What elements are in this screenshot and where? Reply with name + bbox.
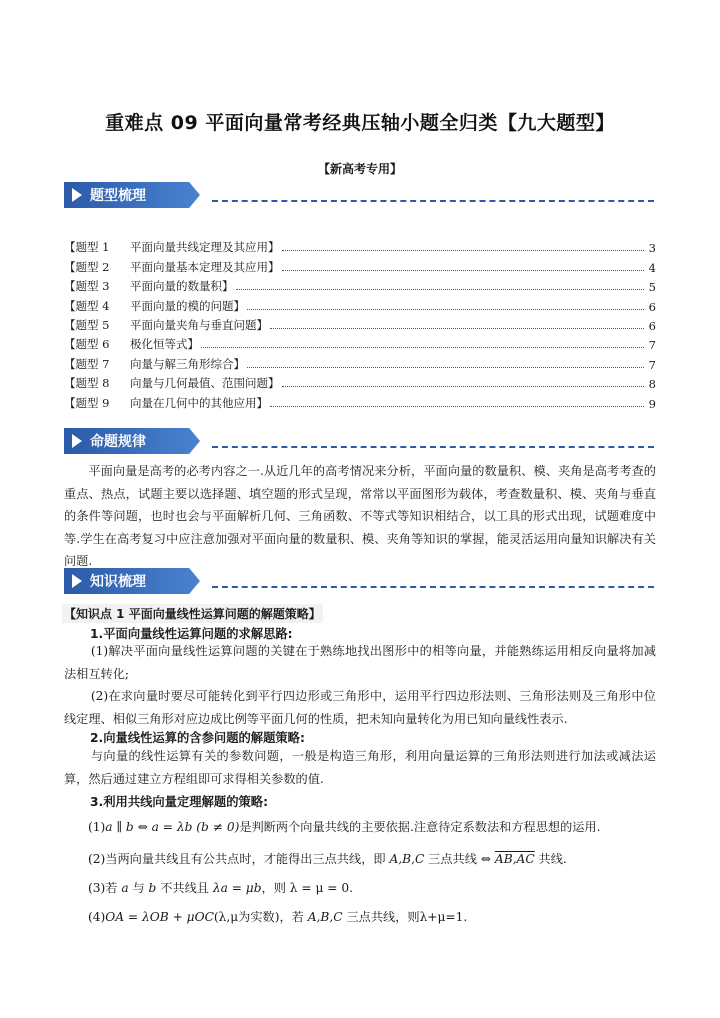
toc-text: 向量在几何中的其他应用】 <box>130 395 268 410</box>
play-arrow-icon <box>72 574 82 588</box>
banner-label: 知识梳理 <box>90 574 146 590</box>
section-banner-toc <box>64 182 654 210</box>
toc-text: 向量与解三角形综合】 <box>130 356 245 371</box>
banner-label: 题型梳理 <box>90 188 146 204</box>
section-banner-knowledge <box>64 568 654 596</box>
formula-text: ，则 λ = μ = 0. <box>261 881 353 895</box>
toc-page: 6 <box>648 318 656 333</box>
banner-dashed-line <box>212 200 654 202</box>
formula-math: λa = μb <box>212 881 262 895</box>
paragraph-1: (1)解决平面向量线性运算问题的关键在于熟练地找出图形中的相等向量，并能熟练运用相反向量将加减法相互转化; <box>64 644 656 681</box>
toc-row[interactable] <box>64 352 656 371</box>
formula-text: (3)若 <box>88 881 122 895</box>
banner-label: 命题规律 <box>90 434 146 450</box>
toc-leader <box>270 406 644 407</box>
formula-text: 不共线且 <box>156 881 213 895</box>
toc-text: 平面向量共线定理及其应用】 <box>130 240 280 255</box>
toc-text: 平面向量夹角与垂直问题】 <box>130 317 268 332</box>
toc-number: 【题型 8 <box>64 376 110 391</box>
formula-text: (λ,μ为实数)，若 <box>213 910 308 924</box>
toc-text: 向量与几何最值、范围问题】 <box>130 376 280 391</box>
knowledge-point-heading: 【知识点 1 平面向量线性运算问题的解题策略】 <box>62 604 323 623</box>
toc-leader <box>236 289 645 290</box>
toc-leader <box>282 270 645 271</box>
toc-leader <box>247 309 644 310</box>
toc-page: 4 <box>648 260 656 275</box>
toc-page: 9 <box>648 396 656 411</box>
formula-math: a <box>121 881 129 895</box>
toc-number: 【题型 1 <box>64 240 110 255</box>
formula-line-3 <box>88 879 353 896</box>
formula-line-1 <box>88 818 601 835</box>
toc-row[interactable] <box>64 236 656 255</box>
formula-text: (2)当两向量共线且有公共点时，才能得出三点共线，即 <box>88 852 390 866</box>
table-of-contents <box>64 236 656 411</box>
toc-row[interactable] <box>64 372 656 391</box>
toc-number: 【题型 9 <box>64 395 110 410</box>
formula-math: a ∥ b ⇔ a = λb (b ≠ 0) <box>105 820 240 834</box>
toc-number: 【题型 5 <box>64 317 110 332</box>
toc-number: 【题型 6 <box>64 337 110 352</box>
toc-text: 平面向量的数量积】 <box>130 279 234 294</box>
toc-number: 【题型 7 <box>64 356 110 371</box>
toc-number: 【题型 3 <box>64 279 110 294</box>
formula-line-2 <box>88 850 567 867</box>
subheading-2: 2.向量线性运算的含参问题的解题策略: <box>90 731 305 745</box>
toc-row[interactable] <box>64 314 656 333</box>
toc-leader <box>201 347 644 348</box>
toc-row[interactable] <box>64 294 656 313</box>
subheading-3: 3.利用共线向量定理解题的策略: <box>90 795 269 809</box>
toc-page: 5 <box>648 280 656 295</box>
toc-text: 极化恒等式】 <box>130 337 199 352</box>
banner-dashed-line <box>212 446 654 448</box>
formula-text: 共线. <box>534 852 567 866</box>
formula-line-4 <box>88 908 467 925</box>
section-banner-law <box>64 428 654 456</box>
toc-row[interactable] <box>64 255 656 274</box>
play-arrow-icon <box>72 434 82 448</box>
banner-dashed-line <box>212 586 654 588</box>
paragraph-3: 与向量的线性运算有关的参数问题，一般是构造三角形，利用向量运算的三角形法则进行加法或减法运算，然后通过建立方程组即可求得相关参数的值. <box>64 749 656 786</box>
formula-math: OA = λOB + μOC <box>105 910 214 924</box>
formula-text: 三点共线 ⇔ <box>424 852 495 866</box>
toc-page: 6 <box>648 299 656 314</box>
formula-text: (4) <box>88 910 106 924</box>
formula-text: 与 <box>128 881 149 895</box>
toc-leader <box>270 328 644 329</box>
formula-text: 是判断两个向量共线的主要依据.注意待定系数法和方程思想的运用. <box>239 820 601 834</box>
toc-number: 【题型 4 <box>64 298 110 313</box>
toc-page: 7 <box>648 338 656 353</box>
toc-text: 平面向量基本定理及其应用】 <box>130 259 280 274</box>
toc-leader <box>247 367 644 368</box>
formula-prefix: (1) <box>88 820 106 834</box>
toc-number: 【题型 2 <box>64 259 110 274</box>
toc-leader <box>282 386 645 387</box>
formula-text: 三点共线，则λ+μ=1. <box>342 910 468 924</box>
formula-math: A,B,C <box>389 852 425 866</box>
toc-text: 平面向量的模的问题】 <box>130 298 245 313</box>
toc-leader <box>282 250 645 251</box>
toc-row[interactable] <box>64 333 656 352</box>
formula-math: A,B,C <box>307 910 343 924</box>
page-subtitle: 【新高考专用】 <box>317 162 402 176</box>
play-arrow-icon <box>72 188 82 202</box>
toc-page: 8 <box>648 377 656 392</box>
page-title: 重难点 09 平面向量常考经典压轴小题全归类【九大题型】 <box>105 112 615 134</box>
toc-row[interactable] <box>64 391 656 410</box>
formula-math: b <box>148 881 157 895</box>
law-paragraph: 平面向量是高考的必考内容之一.从近几年的高考情况来分析，平面向量的数量积、模、夹角是高考考查的重点、热点，试题主要以选择题、填空题的形式呈现，常常以平面图形为载体，考查数量积、模、夹角与垂直的条件等问题，也时也会与平面解析几何、三角函数、不等式等知识相结合，以工具的形式出现，试题难度中等.学生在高考复习中应注意加强对平面向量的数量积、模、夹角等知识的掌握，能灵活运用向量知识解决有关问题. <box>64 464 656 568</box>
toc-page: 3 <box>648 241 656 256</box>
toc-page: 7 <box>648 357 656 372</box>
paragraph-2: (2)在求向量时要尽可能转化到平行四边形或三角形中，运用平行四边形法则、三角形法则及三角形中位线定理、相似三角形对应边成比例等平面几何的性质，把未知向量转化为用已知向量线性表示. <box>64 689 656 726</box>
subheading-1: 1.平面向量线性运算问题的求解思路: <box>90 627 293 641</box>
toc-row[interactable] <box>64 275 656 294</box>
formula-math: AB,AC <box>494 852 535 866</box>
